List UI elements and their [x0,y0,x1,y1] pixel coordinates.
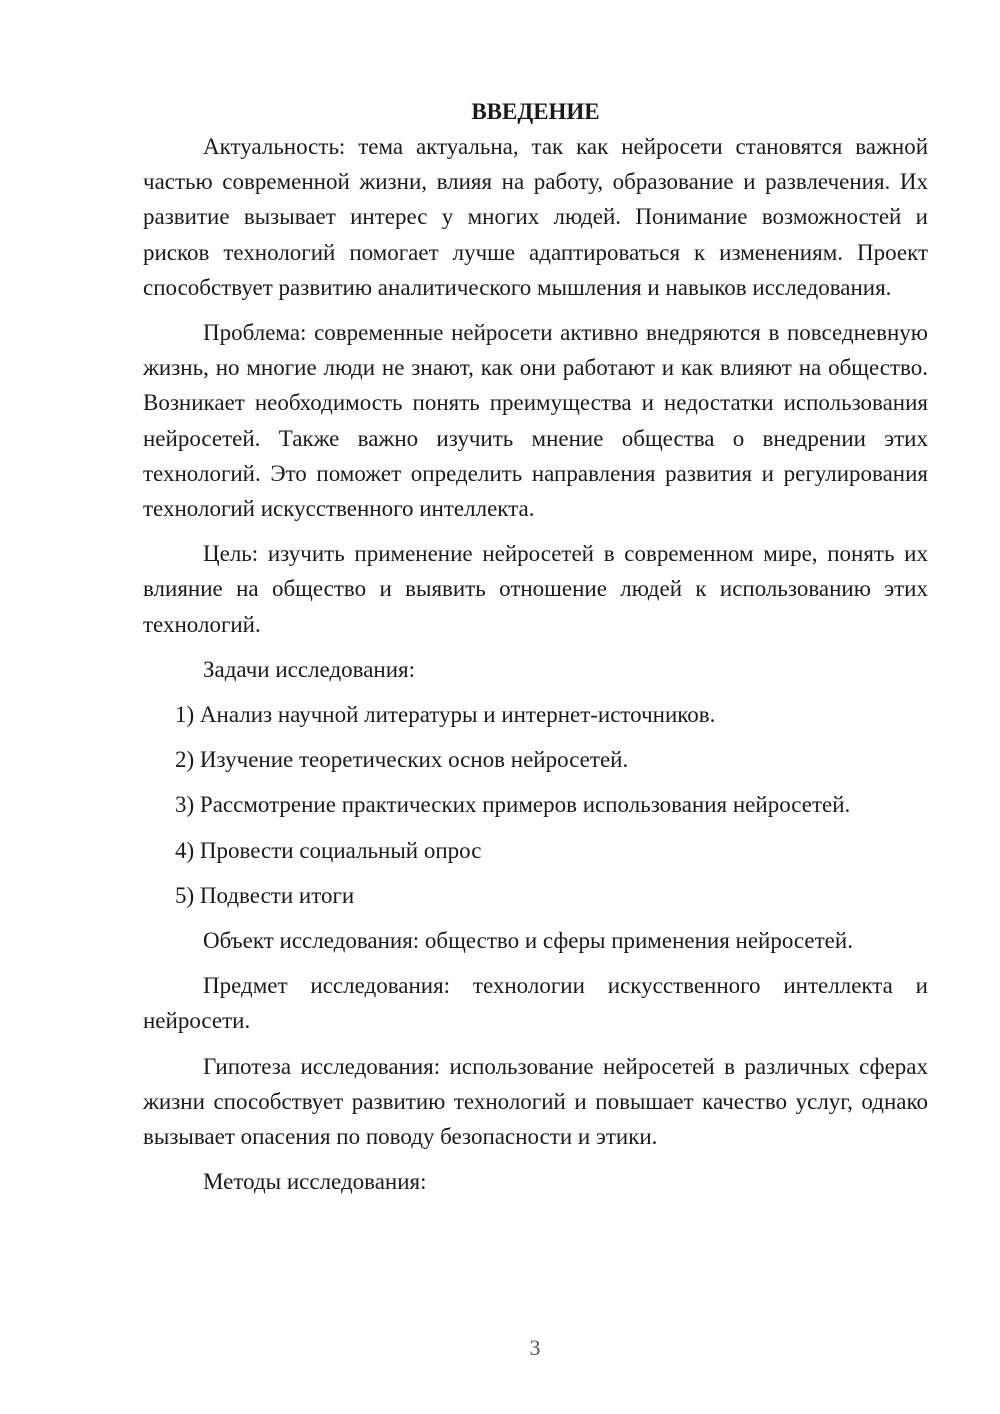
relevance-paragraph: Актуальность: тема актуальна, так как нейросети становятся важной частью современной жизни, влияя на работу, образование и развлечения. Их развитие вызывает интерес у многих людей. Понимание возможностей и рисков технологий помогает лучше адаптироваться к изменениям. Проект способствует развитию аналитического мышления и навыков исследования. [143,134,928,300]
task-item: 4) Провести социальный опрос [175,837,482,863]
methods-heading: Методы исследования: [203,1169,427,1195]
tasks-heading: Задачи исследования: [203,656,416,682]
section-title: ВВЕДЕНИЕ [471,99,600,124]
hypothesis-paragraph: Гипотеза исследования: использование нейросетей в различных сферах жизни способствует развитию технологий и повышает качество услуг, однако вызывает опасения по поводу безопасности и этики. [143,1053,928,1150]
goal-paragraph: Цель: изучить применение нейросетей в современном мире, понять их влияние на общество и выявить отношение людей к использованию этих технологий. [143,541,928,637]
object-paragraph: Объект исследования: общество и сферы применения нейросетей. [203,928,853,954]
subject-paragraph: Предмет исследования: технологии искусственного интеллекта и нейросети. [143,973,928,1034]
page-content [143,94,928,1209]
task-item: 1) Анализ научной литературы и интернет-источников. [175,702,716,728]
task-item: 3) Рассмотрение практических примеров использования нейросетей. [175,792,851,818]
problem-paragraph: Проблема: современные нейросети активно внедряются в повседневную жизнь, но многие люди не знают, как они работают и как влияют на общество. Возникает необходимость понять преимущества и недостатки использования нейросетей. Также важно изучить мнение общества о внедрении этих технологий. Это поможет определить направления развития и регулирования технологий искусственного интеллекта. [143,320,928,522]
task-item: 2) Изучение теоретических основ нейросетей. [175,747,629,773]
tasks-list [143,697,928,913]
page-number: 3 [529,1335,541,1360]
task-item: 5) Подвести итоги [175,882,355,908]
